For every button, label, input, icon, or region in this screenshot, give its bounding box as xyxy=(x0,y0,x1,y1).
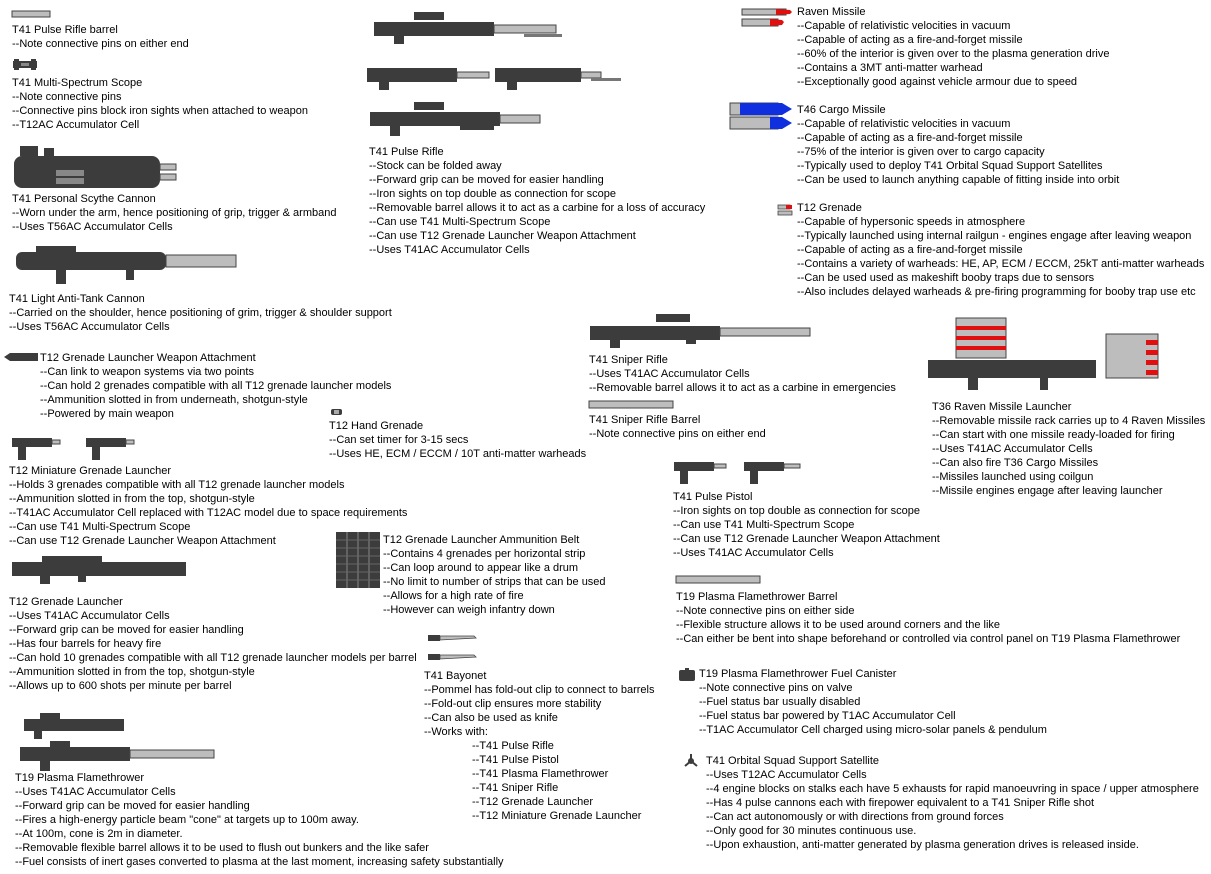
pulse-rifle-carbine-image xyxy=(367,64,497,90)
entry-line: --Forward grip can be moved for easier handling xyxy=(369,174,604,186)
entry-line: --60% of the interior is given over to the plasma generation drive xyxy=(797,48,1110,60)
entry-line: --Fuel status bar usually disabled xyxy=(699,696,861,708)
scythe-cannon-image xyxy=(12,146,178,192)
entry-canister xyxy=(699,667,1047,737)
entry-satellite xyxy=(706,754,1199,852)
entry-lat xyxy=(9,292,392,334)
sniper-rifle-barrel-image xyxy=(589,400,675,409)
entry-hand xyxy=(329,419,586,461)
entry-line: --Forward grip can be moved for easier handling xyxy=(9,624,244,636)
entry-line: --Uses T12AC Accumulator Cells xyxy=(706,769,867,781)
entry-line: --75% of the interior is given over to cargo capacity xyxy=(797,146,1045,158)
entry-title: T41 Pulse Rifle xyxy=(369,146,444,158)
entry-line: --Can either be bent into shape beforehand or controlled via control panel on T19 Plasma Flamethrower xyxy=(676,633,1181,645)
entry-line: --Forward grip can be moved for easier handling xyxy=(15,800,250,812)
entry-line: --Uses T56AC Accumulator Cells xyxy=(9,321,170,333)
fuel-canister-image xyxy=(679,668,697,682)
entry-line: --Has 4 pulse cannons each with firepower equivalent to a T41 Sniper Rifle shot xyxy=(706,797,1095,809)
entry-line: --Removable flexible barrel allows it to be used to flush out bunkers and the like safer xyxy=(15,842,429,854)
entry-line: --Note connective pins on either side xyxy=(676,605,855,617)
grenade-launcher-image xyxy=(12,556,188,586)
pulse-rifle-image xyxy=(374,12,566,44)
entry-line: --Can act autonomously or with directions from ground forces xyxy=(706,811,1004,823)
entry-line: --Can link to weapon systems via two points xyxy=(40,366,254,378)
pulse-rifle-scoped-image xyxy=(370,102,542,138)
entry-line: --Fires a high-energy particle beam "cone" at targets up to 100m away. xyxy=(15,814,359,826)
entry-line: --Ammunition slotted in from the top, shotgun-style xyxy=(9,493,255,505)
entry-sbarrel xyxy=(589,413,766,441)
entry-line: --Contains 4 grenades per horizontal strip xyxy=(383,548,586,560)
entry-line: --Holds 3 grenades compatible with all T12 grenade launcher models xyxy=(9,479,345,491)
entry-line: --T12 Grenade Launcher xyxy=(472,796,594,808)
entry-line: --Can use T41 Multi-Spectrum Scope xyxy=(9,521,191,533)
entry-title: T41 Personal Scythe Cannon xyxy=(12,193,156,205)
pulse-rifle-bayonet-image xyxy=(495,64,625,90)
ammo-belt-image xyxy=(336,532,382,588)
entry-title: T12 Hand Grenade xyxy=(329,420,424,432)
entry-line: --Capable of relativistic velocities in vacuum xyxy=(797,20,1011,32)
entry-line: --However can weigh infantry down xyxy=(383,604,555,616)
entry-line: --Uses T41AC Accumulator Cells xyxy=(369,244,530,256)
entry-title: T41 Light Anti-Tank Cannon xyxy=(9,293,145,305)
entry-title: T41 Sniper Rifle xyxy=(589,354,668,366)
entry-raven xyxy=(797,5,1109,89)
entry-title: T19 Plasma Flamethrower Barrel xyxy=(676,591,838,603)
entry-line: --Has four barrels for heavy fire xyxy=(9,638,162,650)
entry-line: --Can hold 2 grenades compatible with all T12 grenade launcher models xyxy=(40,380,392,392)
entry-line: --Uses T41AC Accumulator Cells xyxy=(9,610,170,622)
entry-line: --Fuel consists of inert gases converted to plasma at the last moment, increasing safety substantially xyxy=(15,856,504,868)
entry-line: --Can be used used as makeshift booby traps due to sensors xyxy=(797,272,1095,284)
pulse-pistol-image xyxy=(674,460,804,486)
entry-line: --Fold-out clip ensures more stability xyxy=(424,698,602,710)
multi-spectrum-scope-image xyxy=(12,58,38,72)
entry-line: --Uses HE, ECM / ECCM / 10T anti-matter warheads xyxy=(329,448,587,460)
entry-line: --Powered by main weapon xyxy=(40,408,174,420)
entry-line: --Can use T41 Multi-Spectrum Scope xyxy=(369,216,551,228)
entry-line: --Can use T12 Grenade Launcher Weapon Attachment xyxy=(9,535,276,547)
entry-title: T41 Orbital Squad Support Satellite xyxy=(706,755,880,767)
entry-pistol xyxy=(673,490,940,560)
entry-launcher xyxy=(932,400,1205,498)
plasma-flamethrower-image xyxy=(20,713,216,773)
entry-belt xyxy=(383,533,606,617)
entry-title: T12 Grenade xyxy=(797,202,862,214)
entry-line: --Can use T12 Grenade Launcher Weapon Attachment xyxy=(369,230,636,242)
entry-line: --Ammunition slotted in from the top, shotgun-style xyxy=(9,666,255,678)
entry-line: --Pommel has fold-out clip to connect to barrels xyxy=(424,684,655,696)
entry-line: --No limit to number of strips that can be used xyxy=(383,576,606,588)
grenade-attachment-image xyxy=(4,353,38,362)
entry-line: --Typically launched using internal railgun - engines engage after leaving weapon xyxy=(797,230,1192,242)
flamethrower-barrel-image xyxy=(676,575,762,584)
entry-line: --Worn under the arm, hence positioning of grip, trigger & armband xyxy=(12,207,337,219)
entry-t12-grenade xyxy=(797,201,1204,299)
entry-line: --Uses T41AC Accumulator Cells xyxy=(673,547,834,559)
entry-line: --T1AC Accumulator Cell charged using micro-solar panels & pendulum xyxy=(699,724,1047,736)
entry-line: --T41 Sniper Rifle xyxy=(472,782,559,794)
entry-line: --Note connective pins on either end xyxy=(12,38,189,50)
pulse-rifle-barrel-image xyxy=(12,10,52,18)
entry-line: --Uses T41AC Accumulator Cells xyxy=(589,368,750,380)
entry-fbarrel xyxy=(676,590,1180,646)
entry-line: --Carried on the shoulder, hence positioning of grim, trigger & shoulder support xyxy=(9,307,392,319)
entry-line: --Can also be used as knife xyxy=(424,712,558,724)
entry-line: --Contains a 3MT anti-matter warhead xyxy=(797,62,983,74)
mini-grenade-launcher-image xyxy=(12,436,142,462)
raven-missile-image xyxy=(742,8,796,28)
entry-line: --Missile engines engage after leaving launcher xyxy=(932,485,1163,497)
entry-title: T41 Sniper Rifle Barrel xyxy=(589,414,701,426)
entry-line: --Removable missile rack carries up to 4 Raven Missiles xyxy=(932,415,1206,427)
entry-line: --Only good for 30 minutes continuous use. xyxy=(706,825,917,837)
hand-grenade-image xyxy=(331,408,343,416)
entry-line: --At 100m, cone is 2m in diameter. xyxy=(15,828,183,840)
cargo-missile-image xyxy=(730,102,794,130)
entry-line: --Can also fire T36 Cargo Missiles xyxy=(932,457,1099,469)
entry-title: T41 Multi-Spectrum Scope xyxy=(12,77,143,89)
entry-line: --Typically used to deploy T41 Orbital Squad Support Satellites xyxy=(797,160,1103,172)
entry-line: --Missiles launched using coilgun xyxy=(932,471,1094,483)
entry-line: --Iron sights on top double as connection for scope xyxy=(673,505,921,517)
entry-title: T46 Cargo Missile xyxy=(797,104,886,116)
entry-title: T36 Raven Missile Launcher xyxy=(932,401,1072,413)
entry-title: T12 Grenade Launcher Weapon Attachment xyxy=(40,352,256,364)
entry-line: --Can hold 10 grenades compatible with all T12 grenade launcher models per barrel xyxy=(9,652,417,664)
satellite-icon xyxy=(683,753,699,767)
entry-line: --Can set timer for 3-15 secs xyxy=(329,434,469,446)
entry-title: T41 Pulse Rifle barrel xyxy=(12,24,118,36)
entry-line: --T41 Plasma Flamethrower xyxy=(472,768,609,780)
entry-line: --Iron sights on top double as connection for scope xyxy=(369,188,617,200)
entry-line: --Can loop around to appear like a drum xyxy=(383,562,579,574)
entry-line: --Contains a variety of warheads: HE, AP, ECM / ECCM, 25kT anti-matter warheads xyxy=(797,258,1205,270)
entry-line: --Allows for a high rate of fire xyxy=(383,590,524,602)
entry-line: --Note connective pins xyxy=(12,91,122,103)
entry-line: --Can start with one missile ready-loaded for firing xyxy=(932,429,1175,441)
entry-title: Raven Missile xyxy=(797,6,866,18)
entry-sniper xyxy=(589,353,896,395)
entry-line: --Capable of acting as a fire-and-forget missile xyxy=(797,244,1023,256)
entry-line: --Note connective pins on valve xyxy=(699,682,853,694)
entry-title: T12 Grenade Launcher Ammunition Belt xyxy=(383,534,580,546)
entry-line: --Fuel status bar powered by T1AC Accumulator Cell xyxy=(699,710,956,722)
raven-missile-launcher-image xyxy=(928,318,1160,396)
entry-line: --Uses T41AC Accumulator Cells xyxy=(15,786,176,798)
entry-line: --Uses T56AC Accumulator Cells xyxy=(12,221,173,233)
entry-line: --T12 Miniature Grenade Launcher xyxy=(472,810,642,822)
entry-line: --Note connective pins on either end xyxy=(589,428,766,440)
entry-line: --Capable of relativistic velocities in vacuum xyxy=(797,118,1011,130)
entry-line: --Ammunition slotted in from underneath, shotgun-style xyxy=(40,394,308,406)
entry-line: --Connective pins block iron sights when attached to weapon xyxy=(12,105,308,117)
entry-line: --Also includes delayed warheads & pre-firing programming for booby trap use etc xyxy=(797,286,1196,298)
entry-title: T12 Miniature Grenade Launcher xyxy=(9,465,172,477)
light-anti-tank-cannon-image xyxy=(16,246,238,286)
entry-line: --Works with: xyxy=(424,726,488,738)
entry-rifle xyxy=(369,145,705,257)
entry-title: T19 Plasma Flamethrower xyxy=(15,772,144,784)
entry-line: --Can use T12 Grenade Launcher Weapon Attachment xyxy=(673,533,940,545)
entry-line: --Exceptionally good against vehicle armour due to speed xyxy=(797,76,1078,88)
entry-line: --Flexible structure allows it to be used around corners and the like xyxy=(676,619,1001,631)
entry-line: --Capable of hypersonic speeds in atmosphere xyxy=(797,216,1026,228)
entry-title: T12 Grenade Launcher xyxy=(9,596,123,608)
sniper-rifle-image xyxy=(590,314,814,348)
entry-line: --Can use T41 Multi-Spectrum Scope xyxy=(673,519,855,531)
entry-scythe xyxy=(12,192,336,234)
t12-grenade-image xyxy=(778,204,794,216)
entry-gl xyxy=(9,595,417,693)
entry-line: --Capable of acting as a fire-and-forget missile xyxy=(797,132,1023,144)
entry-scope xyxy=(12,76,308,132)
entry-line: --Uses T41AC Accumulator Cells xyxy=(932,443,1093,455)
entry-cargo xyxy=(797,103,1119,187)
entry-title: T41 Pulse Pistol xyxy=(673,491,753,503)
entry-line: --Removable barrel allows it to act as a carbine in emergencies xyxy=(589,382,896,394)
entry-line: --Can be used to launch anything capable of fitting inside into orbit xyxy=(797,174,1120,186)
entry-line: --T41AC Accumulator Cell replaced with T12AC model due to space requirements xyxy=(9,507,408,519)
bayonet-image xyxy=(428,634,478,664)
entry-barrel xyxy=(12,23,189,51)
entry-line: --T41 Pulse Pistol xyxy=(472,754,559,766)
entry-line: --Upon exhaustion, anti-matter generated by plasma generation drives is released inside. xyxy=(706,839,1139,851)
entry-bayonet xyxy=(424,669,655,823)
entry-line: --Capable of acting as a fire-and-forget missile xyxy=(797,34,1023,46)
entry-line: --T12AC Accumulator Cell xyxy=(12,119,140,131)
entry-line: --Allows up to 600 shots per minute per barrel xyxy=(9,680,232,692)
entry-line: --Removable barrel allows it to act as a carbine for a loss of accuracy xyxy=(369,202,706,214)
entry-title: T19 Plasma Flamethrower Fuel Canister xyxy=(699,668,897,680)
entry-title: T41 Bayonet xyxy=(424,670,487,682)
entry-line: --4 engine blocks on stalks each have 5 exhausts for rapid manoeuvring in space / upper atmosphere xyxy=(706,783,1199,795)
entry-line: --Stock can be folded away xyxy=(369,160,502,172)
entry-line: --T41 Pulse Rifle xyxy=(472,740,554,752)
